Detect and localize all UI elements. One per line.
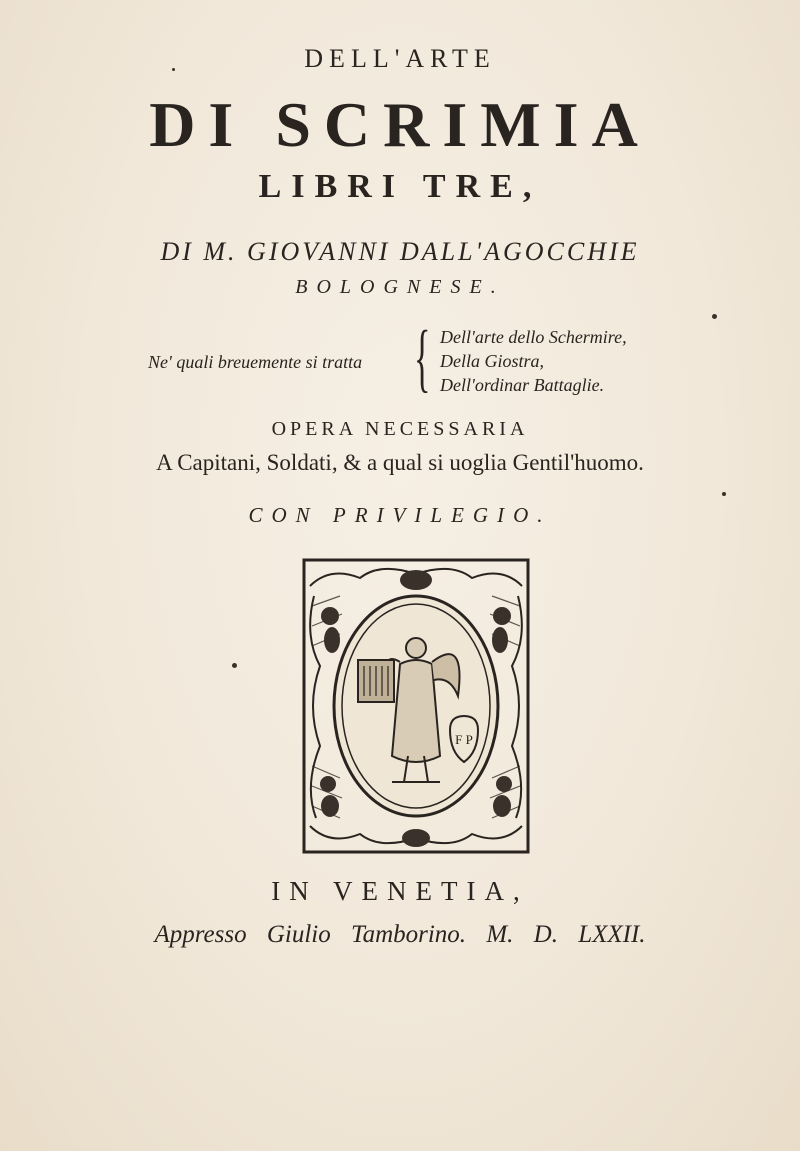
audience-line: A Capitani, Soldati, & a qual si uoglia Gentil'huomo.: [156, 450, 644, 475]
brace-icon: {: [414, 316, 431, 400]
subject-item: Dell'arte dello Schermire,: [440, 327, 627, 347]
ink-speck: [232, 663, 237, 668]
subject-item: Della Giostra,: [440, 351, 545, 371]
subject-list: [440, 325, 627, 397]
printer-name: Appresso Giulio Tamborino.: [154, 921, 467, 948]
title-line-3: LIBRI TRE,: [258, 168, 542, 205]
work-line: OPERA NECESSARIA: [271, 418, 529, 440]
ink-speck: [712, 314, 717, 319]
imprint-line: [0, 921, 800, 949]
svg-text:F P: F P: [455, 732, 473, 747]
privilege-line: CON PRIVILEGIO.: [248, 503, 552, 527]
title-line-1: DELL'ARTE: [304, 44, 496, 73]
city-line: IN VENETIA,: [271, 876, 529, 906]
origin-line: BOLOGNESE.: [295, 276, 505, 298]
author-line: DI M. GIOVANNI DALL'AGOCCHIE: [160, 237, 640, 266]
ink-speck: [722, 492, 726, 496]
publication-year: M. D. LXXII.: [486, 921, 646, 948]
subject-item: Dell'ordinar Battaglie.: [440, 375, 605, 395]
printers-device-woodcut-icon: [300, 556, 532, 856]
subject-intro: Ne' quali breuemente si tratta: [148, 352, 363, 372]
title-line-2: DI SCRIMIA: [149, 89, 651, 160]
ink-speck: [172, 68, 175, 71]
